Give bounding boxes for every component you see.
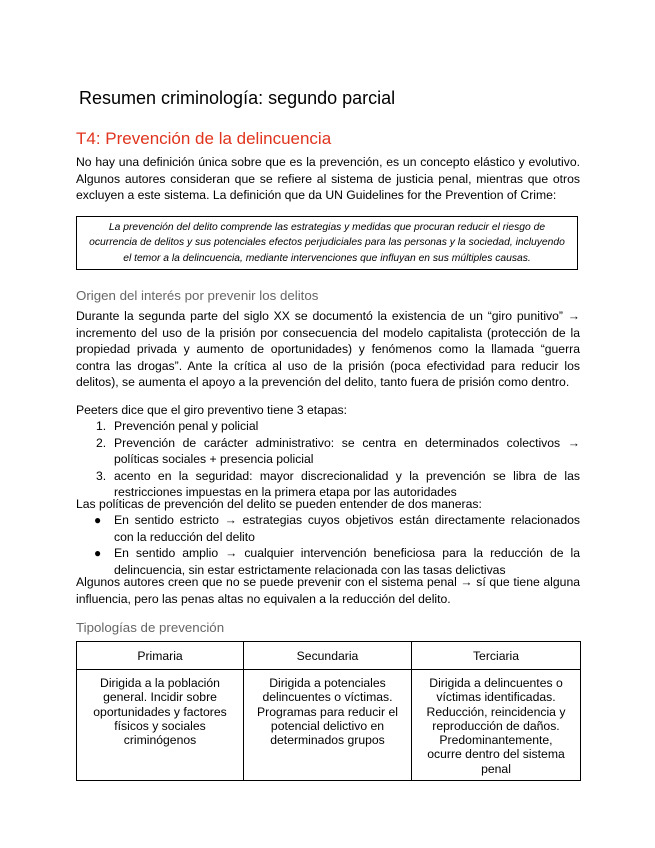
column-header-terciaria: Terciaria	[412, 642, 581, 670]
list-number: 1.	[96, 419, 107, 433]
peeters-intro: Peeters dice que el giro preventivo tiene 3 etapas:	[76, 403, 348, 417]
list-number: 2.	[96, 435, 107, 450]
list-item-text: Prevención de carácter administrativo: se centra en determinados colectivos → políticas sociales + presencia policial	[114, 435, 580, 466]
table-cell-secundaria: Dirigida a potenciales delincuentes o víctimas. Programas para reducir el potencial delictivo en determinados grupos	[244, 670, 412, 781]
bullet-icon: ●	[94, 546, 102, 560]
etapas-list	[76, 418, 580, 501]
column-header-primaria: Primaria	[77, 642, 244, 670]
list-number: 3.	[96, 468, 107, 483]
list-item	[76, 418, 580, 435]
list-item-text: En sentido estricto → estrategias cuyos objetivos están directamente relacionados con la reducción del delito	[114, 513, 580, 544]
column-header-secundaria: Secundaria	[244, 642, 412, 670]
definition-quote: La prevención del delito comprende las estrategias y medidas que procuran reducir el riesgo de ocurrencia de delitos y sus potenciales efectos perjudiciales para las personas y la sociedad, incluyendo el temor a la delincuencia, mediante intervenciones que influyan en sus múltiples causas.	[89, 221, 565, 264]
list-item	[76, 512, 580, 545]
maneras-list	[76, 512, 580, 578]
list-item	[76, 435, 580, 468]
document-title: Resumen criminología: segundo parcial	[79, 88, 396, 108]
table-cell-primaria: Dirigida a la población general. Incidir sobre oportunidades y factores físicos y sociales criminógenos	[77, 670, 244, 781]
typology-table	[76, 641, 581, 781]
conclusion-paragraph: Algunos autores creen que no se puede prevenir con el sistema penal → sí que tiene alguna influencia, pero las penas altas no equivalen a la reducción del delito.	[76, 575, 580, 606]
table-cell-terciaria: Dirigida a delincuentes o víctimas identificadas. Reducción, reincidencia y reproducción de daños. Predominantemente, ocurre dentro del sistema penal	[412, 670, 581, 781]
table-row	[77, 670, 581, 781]
list-item-text: Prevención penal y policial	[114, 419, 259, 433]
intro-paragraph: No hay una definición única sobre que es la prevención, es un concepto elástico y evolutivo. Algunos autores consideran que se refiere al sistema de justicia penal, mientras que otros excluyen a este sistema. La definición que da UN Guidelines for the Prevention of Crime:	[76, 155, 580, 202]
list-item-text: En sentido amplio → cualquier intervención beneficiosa para la reducción de la delincuencia, sin estar estrictamente relacionada con las tasas delictivas	[114, 546, 580, 577]
tipologias-heading: Tipologías de prevención	[76, 620, 225, 635]
definition-quote-box	[76, 216, 578, 270]
bullet-icon: ●	[94, 513, 102, 527]
list-item-text: acento en la seguridad: mayor discrecionalidad y la prevención se libra de las restricciones impuestas en la primera etapa por las autoridades	[114, 468, 580, 499]
table-header-row	[77, 642, 581, 670]
section-heading: T4: Prevención de la delincuencia	[76, 129, 332, 148]
origen-paragraph: Durante la segunda parte del siglo XX se documentó la existencia de un “giro punitivo” → incremento del uso de la prisión por consecuencia del modelo capitalista (protección de la propiedad privada y aumento de oportunidades) y fenómenos como la llamada “guerra contra las drogas”. Ante la crítica al uso de la prisión (poca efectividad para reducir los delitos), se aumenta el apoyo a la prevención del delito, tanto fuera de prisión como dentro.	[76, 309, 580, 389]
politicas-intro: Las políticas de prevención del delito se pueden entender de dos maneras:	[76, 497, 482, 511]
origen-heading: Origen del interés por prevenir los delitos	[76, 288, 319, 303]
